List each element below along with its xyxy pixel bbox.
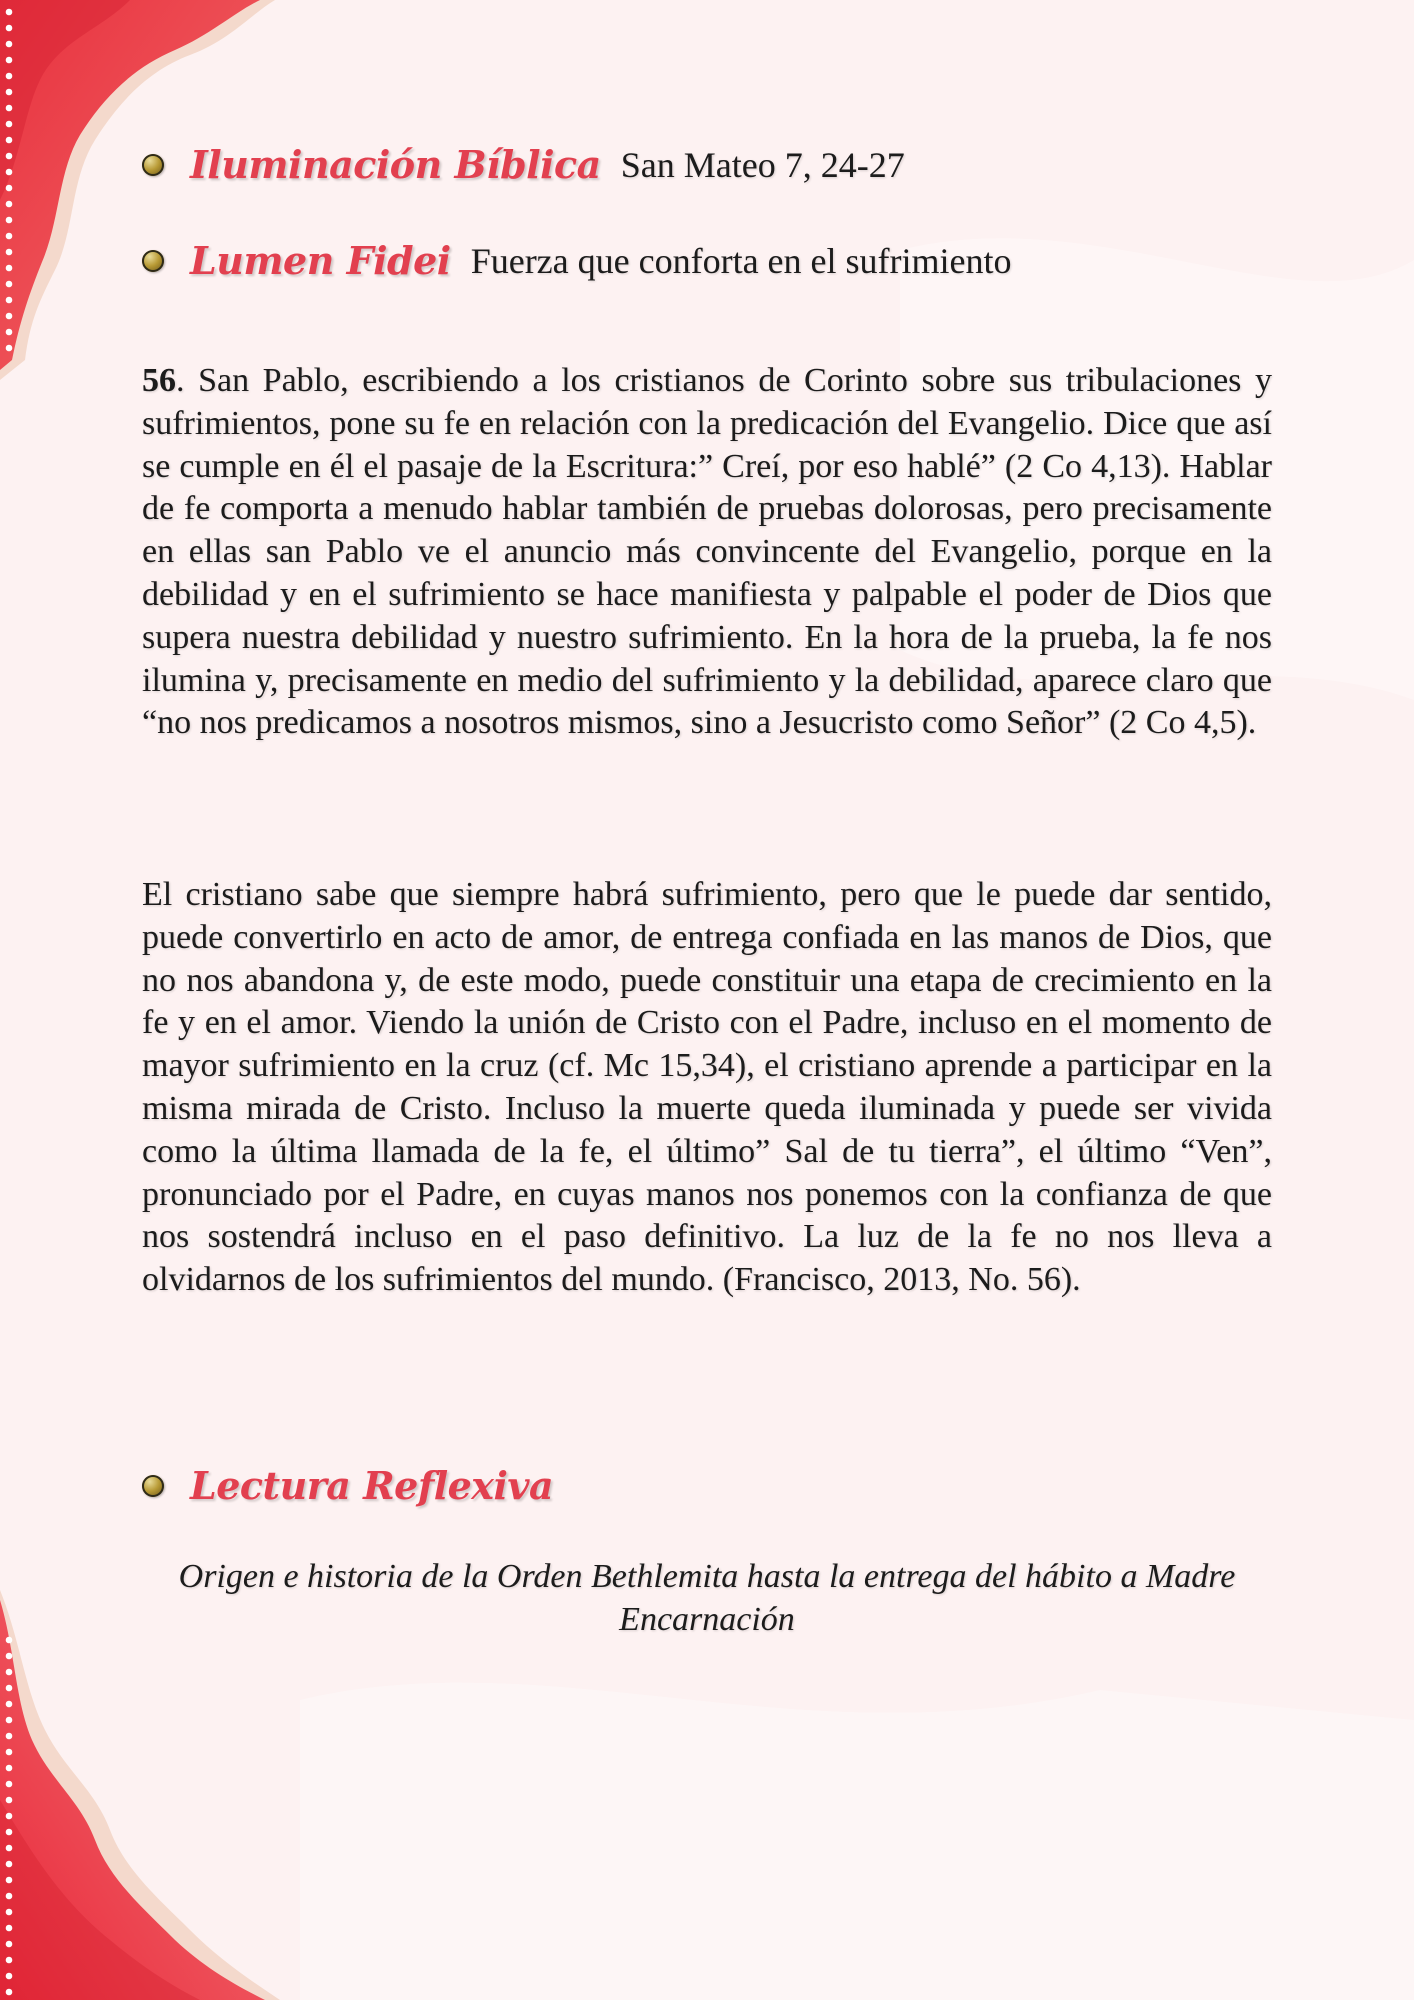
- section-title: Iluminación Bíblica: [190, 142, 601, 187]
- section-title: Lumen Fidei: [190, 238, 451, 283]
- gold-bullet-icon: [142, 1475, 164, 1497]
- paragraph-2: [142, 874, 1272, 1302]
- section-subtitle: San Mateo 7, 24-27: [620, 144, 905, 185]
- section-lectura-reflexiva: [142, 1463, 553, 1508]
- section-lumen-fidei: [142, 238, 1011, 283]
- paragraph-text: El cristiano sabe que siempre habrá sufrimiento, pero que le puede dar sentido, puede convertirlo en acto de amor, de entrega confiada en las manos de Dios, que no nos abandona y, de este modo, puede constituir una etapa de crecimiento en la fe y en el amor. Viendo la unión de Cristo con el Padre, incluso en el momento de mayor sufrimiento en la cruz (cf. Mc 15,34), el cristiano aprende a participar en la misma mirada de Cristo. Incluso la muerte queda iluminada y puede ser vivida como la última llamada de la fe, el último” Sal de tu tierra”, el último “Ven”, pronunciado por el Padre, en cuyas manos nos ponemos con la confianza de que nos sostendrá incluso en el paso definitivo. La luz de la fe no nos lleva a olvidarnos de los sufrimientos del mundo. (Francisco, 2013, No. 56).: [142, 876, 1272, 1299]
- paragraph-number: 56: [142, 362, 176, 399]
- lectura-note: Origen e historia de la Orden Bethlemita hasta la entrega del hábito a Madre Encarnación: [178, 1558, 1236, 1638]
- paragraph-text: . San Pablo, escribiendo a los cristianos de Corinto sobre sus tribulaciones y sufrimientos, pone su fe en relación con la predicación del Evangelio. Dice que así se cumple en él el pasaje de la Escritura:” Creí, por eso hablé” (2 Co 4,13). Hablar de fe comporta a menudo hablar también de pruebas dolorosas, pero precisamente en ellas san Pablo ve el anuncio más convincente del Evangelio, porque en la debilidad y en el sufrimiento se hace manifiesta y palpable el poder de Dios que supera nuestra debilidad y nuestro sufrimiento. En la hora de la prueba, la fe nos ilumina y, precisamente en medio del sufrimiento y la debilidad, aparece claro que “no nos predicamos a nosotros mismos, sino a Jesucristo como Señor” (2 Co 4,5).: [142, 362, 1272, 742]
- section-iluminacion-biblica: [142, 142, 905, 187]
- section-title: Lectura Reflexiva: [190, 1463, 554, 1508]
- section-subtitle: Fuerza que conforta en el sufrimiento: [470, 240, 1012, 281]
- paragraph-56: [142, 360, 1272, 745]
- gold-bullet-icon: [142, 154, 164, 176]
- gold-bullet-icon: [142, 250, 164, 272]
